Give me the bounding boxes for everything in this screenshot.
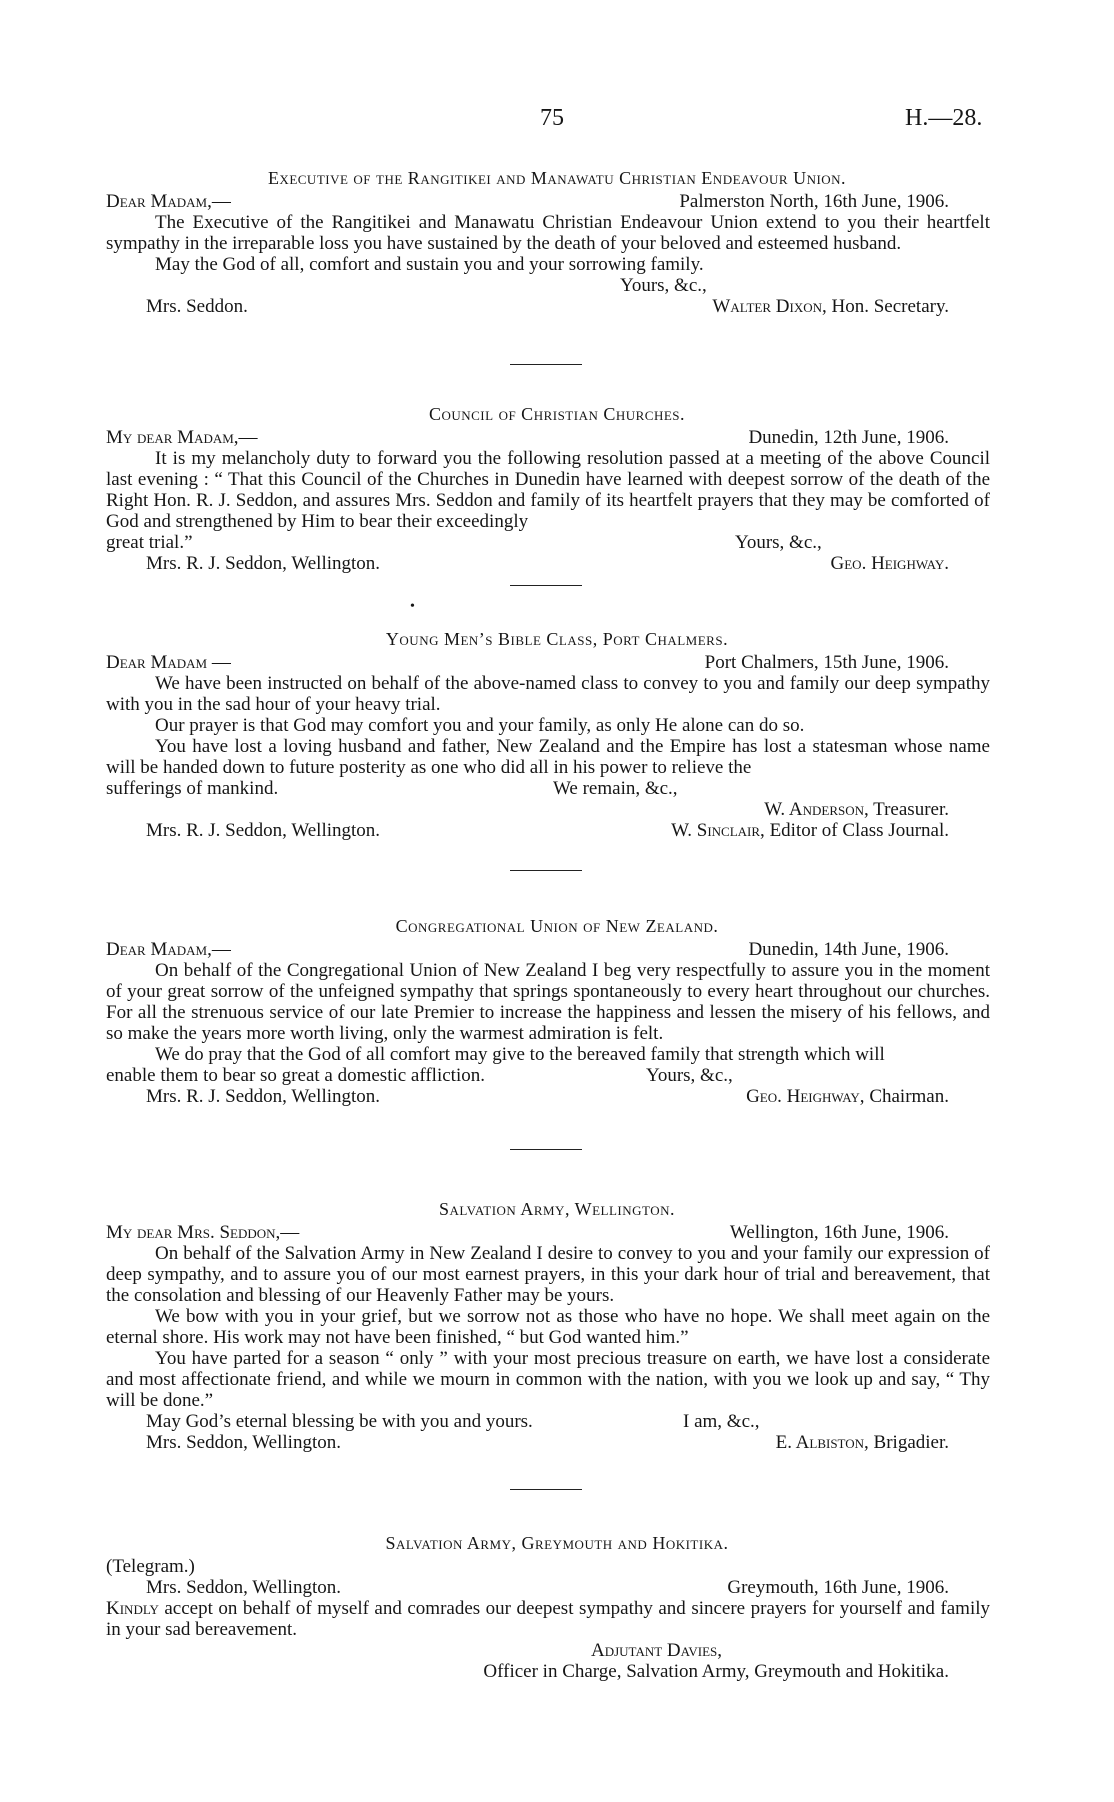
letter-heading: Young Men’s Bible Class, Port Chalmers. xyxy=(385,629,729,649)
first-word: Kindly xyxy=(106,1598,159,1619)
signature-title: Chairman. xyxy=(869,1086,949,1107)
paragraph-body: accept on behalf of myself and comrades our deepest sympathy and sincere prayers for yourself and family in your sad bereavement. xyxy=(106,1598,991,1640)
place-date: Greymouth, 16th June, 1906. xyxy=(727,1577,949,1598)
paragraph-last-line: enable them to bear so great a domestic affliction. xyxy=(106,1065,485,1086)
letter-heading: Executive of the Rangitikei and Manawatu Christian Endeavour Union. xyxy=(267,168,847,188)
letter-salvation-army-greymouth xyxy=(0,1532,1114,1682)
closing: Yours, &c., xyxy=(735,532,822,553)
paragraph-last-line: great trial.” xyxy=(106,532,193,553)
closing: Yours, &c., xyxy=(620,275,707,296)
divider xyxy=(510,1489,582,1490)
divider xyxy=(510,364,582,365)
signature-name: Geo. Heighway. xyxy=(830,553,949,574)
addressee: Mrs. Seddon. xyxy=(146,296,248,317)
salutation: Dear Madam — xyxy=(106,652,231,673)
letter-bible-class xyxy=(0,628,1114,841)
salutation: My dear Madam,— xyxy=(106,427,258,448)
addressee: Mrs. Seddon, Wellington. xyxy=(146,1577,341,1598)
place-date: Port Chalmers, 15th June, 1906. xyxy=(704,652,949,673)
signature-title: Treasurer. xyxy=(873,799,949,820)
signature-name: W. Sinclair, xyxy=(671,820,765,841)
addressee: Mrs. R. J. Seddon, Wellington. xyxy=(146,1086,381,1107)
paragraph: We have been instructed on behalf of the above-named class to convey to you and family our deep sympathy with you in the sad hour of your heavy trial. xyxy=(106,673,990,715)
divider xyxy=(510,870,582,871)
salutation: Dear Madam,— xyxy=(106,939,231,960)
paragraph-last-line: sufferings of mankind. xyxy=(106,778,279,799)
paragraph: It is my melancholy duty to forward you the following resolution passed at a meeting of the above Council last evening : “ That this Council of the Churches in Dunedin have learned with deepest sorrow of the death of the Right Hon. R. J. Seddon, and assures Mrs. Seddon and family of its heartfelt prayers that they may be comforted of God and strengthened by Him to bear their exceedingly xyxy=(106,448,990,532)
signature-title: Officer in Charge, Salvation Army, Greymouth and Hokitika. xyxy=(483,1661,949,1682)
addressee: Mrs. R. J. Seddon, Wellington. xyxy=(146,820,381,841)
place-date: Wellington, 16th June, 1906. xyxy=(729,1222,949,1243)
signature-name: Walter Dixon, xyxy=(712,296,827,317)
paragraph: You have parted for a season “ only ” with your most precious treasure on earth, we have lost a considerate and most affectionate friend, and while we mourn in common with the nation, with you we look up and say, “ Thy will be done.” xyxy=(106,1348,990,1411)
page-reference: H.—28. xyxy=(905,105,983,131)
letter-heading: Salvation Army, Greymouth and Hokitika. xyxy=(385,1533,729,1553)
signature-title: Brigadier. xyxy=(873,1432,949,1453)
letter-congregational-union xyxy=(0,915,1114,1107)
paragraph: The Executive of the Rangitikei and Manawatu Christian Endeavour Union extend to you their heartfelt sympathy in the irreparable loss you have sustained by the death of your beloved and esteemed husband. xyxy=(106,212,990,254)
letter-heading: Council of Christian Churches. xyxy=(428,404,686,424)
place-date: Palmerston North, 16th June, 1906. xyxy=(679,191,949,212)
signature-title: Hon. Secretary. xyxy=(831,296,949,317)
signature-name: W. Anderson, xyxy=(764,799,869,820)
paragraph: Our prayer is that God may comfort you and your family, as only He alone can do so. xyxy=(155,715,805,736)
salutation: Dear Madam,— xyxy=(106,191,231,212)
addressee: Mrs. R. J. Seddon, Wellington. xyxy=(146,553,381,574)
paragraph: We do pray that the God of all comfort may give to the bereaved family that strength which will xyxy=(155,1044,885,1065)
paragraph xyxy=(106,1598,990,1640)
addressee: Mrs. Seddon, Wellington. xyxy=(146,1432,341,1453)
paragraph: On behalf of the Congregational Union of New Zealand I beg very respectfully to assure you in the moment of your great sorrow of the unfeigned sympathy that springs spontaneously to every heart throughout our churches. For all the strenuous service of our late Premier to increase the happiness and lessen the misery of his fellows, and so make the years more worth living, only the warmest admiration is felt. xyxy=(106,960,990,1044)
paragraph: You have lost a loving husband and father, New Zealand and the Empire has lost a statesman whose name will be handed down to future posterity as one who did all in his power to relieve the xyxy=(106,736,990,778)
letter-christian-endeavour xyxy=(0,167,1114,317)
letter-heading: Congregational Union of New Zealand. xyxy=(395,916,719,936)
telegram-note: (Telegram.) xyxy=(106,1556,195,1577)
letter-heading: Salvation Army, Wellington. xyxy=(438,1199,676,1219)
closing: Yours, &c., xyxy=(646,1065,733,1086)
closing: I am, &c., xyxy=(683,1411,760,1432)
closing: We remain, &c., xyxy=(553,778,678,799)
signature-name: Adjutant Davies, xyxy=(591,1640,722,1661)
divider xyxy=(510,1149,582,1150)
place-date: Dunedin, 12th June, 1906. xyxy=(748,427,949,448)
signature-title: Editor of Class Journal. xyxy=(769,820,949,841)
ink-dot: • xyxy=(410,599,415,614)
salutation: My dear Mrs. Seddon,— xyxy=(106,1222,300,1243)
signature-name: E. Albiston, xyxy=(775,1432,869,1453)
letter-council-churches xyxy=(0,403,1114,574)
signature-name: Geo. Heighway, xyxy=(746,1086,865,1107)
divider xyxy=(510,585,582,586)
page-number: 75 xyxy=(540,105,564,131)
place-date: Dunedin, 14th June, 1906. xyxy=(748,939,949,960)
paragraph: We bow with you in your grief, but we sorrow not as those who have no hope. We shall meet again on the eternal shore. His work may not have been finished, “ but God wanted him.” xyxy=(106,1306,990,1348)
letter-salvation-army-wellington xyxy=(0,1198,1114,1453)
paragraph: On behalf of the Salvation Army in New Zealand I desire to convey to you and your family our expression of deep sympathy, and to assure you of our most earnest prayers, in this your dark hour of trial and bereavement, that the consolation and blessing of our Heavenly Father may be yours. xyxy=(106,1243,990,1306)
paragraph: May the God of all, comfort and sustain you and your sorrowing family. xyxy=(155,254,704,275)
paragraph-last-line: May God’s eternal blessing be with you and yours. xyxy=(146,1411,533,1432)
